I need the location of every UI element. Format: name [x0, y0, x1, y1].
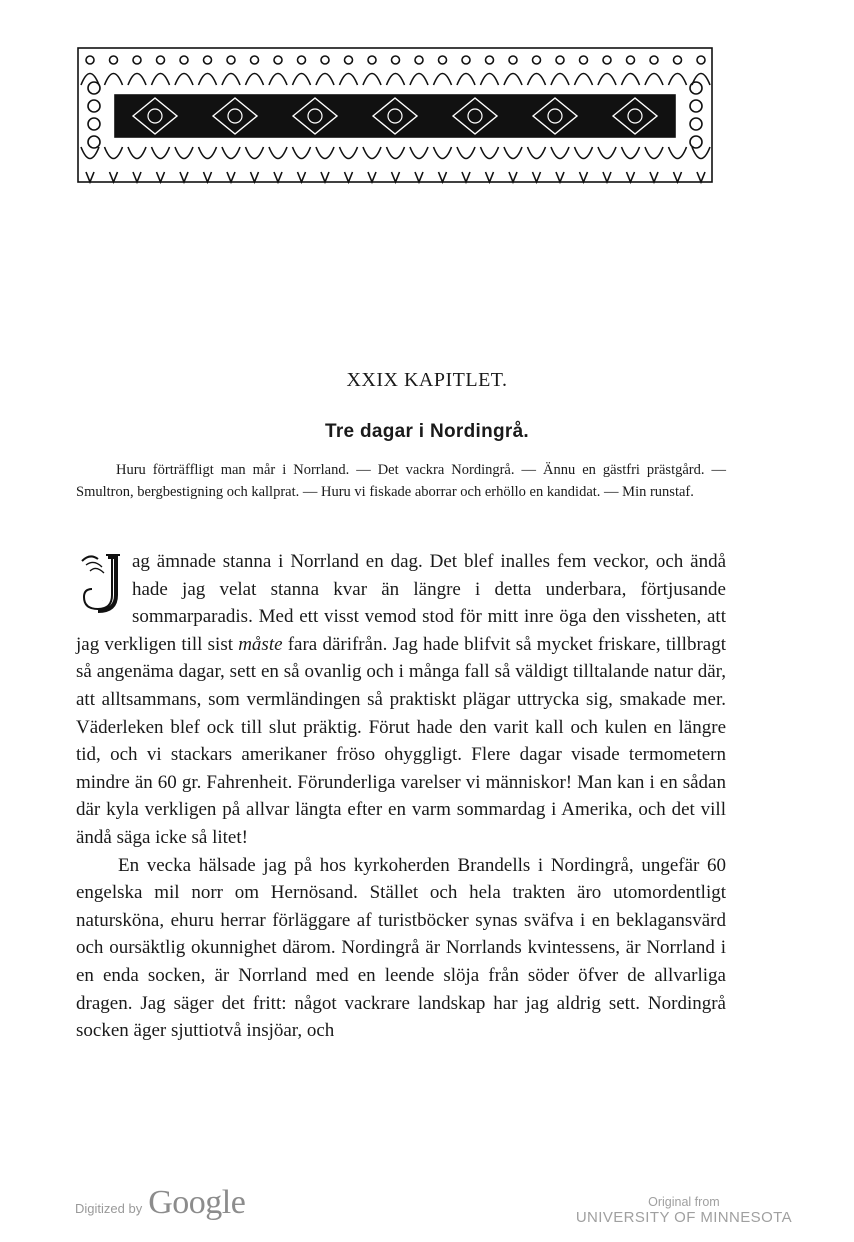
dropcap-text: J — [102, 601, 103, 602]
google-logo: Google — [148, 1184, 246, 1221]
university-label: UNIVERSITY OF MINNESOTA — [575, 1209, 792, 1226]
paragraph-1 — [76, 548, 726, 852]
paragraph-2: En vecka hälsade jag på hos kyrkoherden Brandells i Nordingrå, ungefär 60 engelska mil norr om Hernösand. Stället och hela trakten äro utomordentligt natursköna, ehuru herrar förläggare af turistböcker synas sväfva i en beklagansvärd och oursäktlig okunnighet därom. Nordingrå är Norrlands kvintessens, är Norrland i en enda socken, är Norrland med en leende slöja från söder öfver de allvarliga dragen. Jag säger det fritt: något vackrare landskap har jag aldrig sett. Nordingrå socken äger sjuttiotvå insjöar, och — [76, 854, 726, 1042]
original-from-label: Original from — [648, 1195, 720, 1209]
chapter-title: Tre dagar i Nordingrå. — [324, 421, 530, 442]
dropcap-letter — [76, 551, 124, 613]
body-text — [76, 548, 726, 1045]
emphasis-word: måste — [238, 633, 283, 655]
decorative-header-ornament — [70, 40, 720, 190]
paragraph-1-end: fara därifrån. Jag hade blifvit så mycket friskare, tillbragt så angenäma dagar, sett en så ovanlig och i många fall så väldigt tilltalande natur där, att alltsammans, som vermländingen så praktiskt plägar uttrycka sig, smakade mer. Väderleken blef ock till slut präktig. Förut hade den varit kall och kulen en längre tid, och vi stackars amerikaner fröso ohyggligt. Flere dagar visade termometern mindre än 60 gr. Fahrenheit. Förunderliga varelser vi människor! Man kan i en sådan där kyla verkligen på allvar längta efter en varm sommardag i Amerika, och det vill ändå säga icke så litet! — [76, 633, 726, 848]
paragraph-1-start: ag ämnade stanna i Norrland en dag. Det blef inalles fem veckor, och ändå hade jag velat stanna kvar än längre i detta underbara, förtjusande sommarparadis. Med ett visst vemod stod för mitt inre öga den vissheten, att jag verkligen till sist — [76, 551, 726, 655]
chapter-number: XXIX KAPITLET. — [346, 369, 508, 391]
chapter-synopsis: Huru förträffligt man mår i Norrland. — Det vackra Nordingrå. — Ännu en gästfri prästgård. — Smultron, bergbestigning och kallprat. — Huru vi fiskade aborrar och erhöllo en kandidat. — Min runstaf. — [76, 462, 726, 500]
digitized-label: Digitized by — [75, 1201, 143, 1216]
digitized-by-watermark — [75, 1184, 245, 1222]
original-from-watermark — [576, 1195, 792, 1227]
